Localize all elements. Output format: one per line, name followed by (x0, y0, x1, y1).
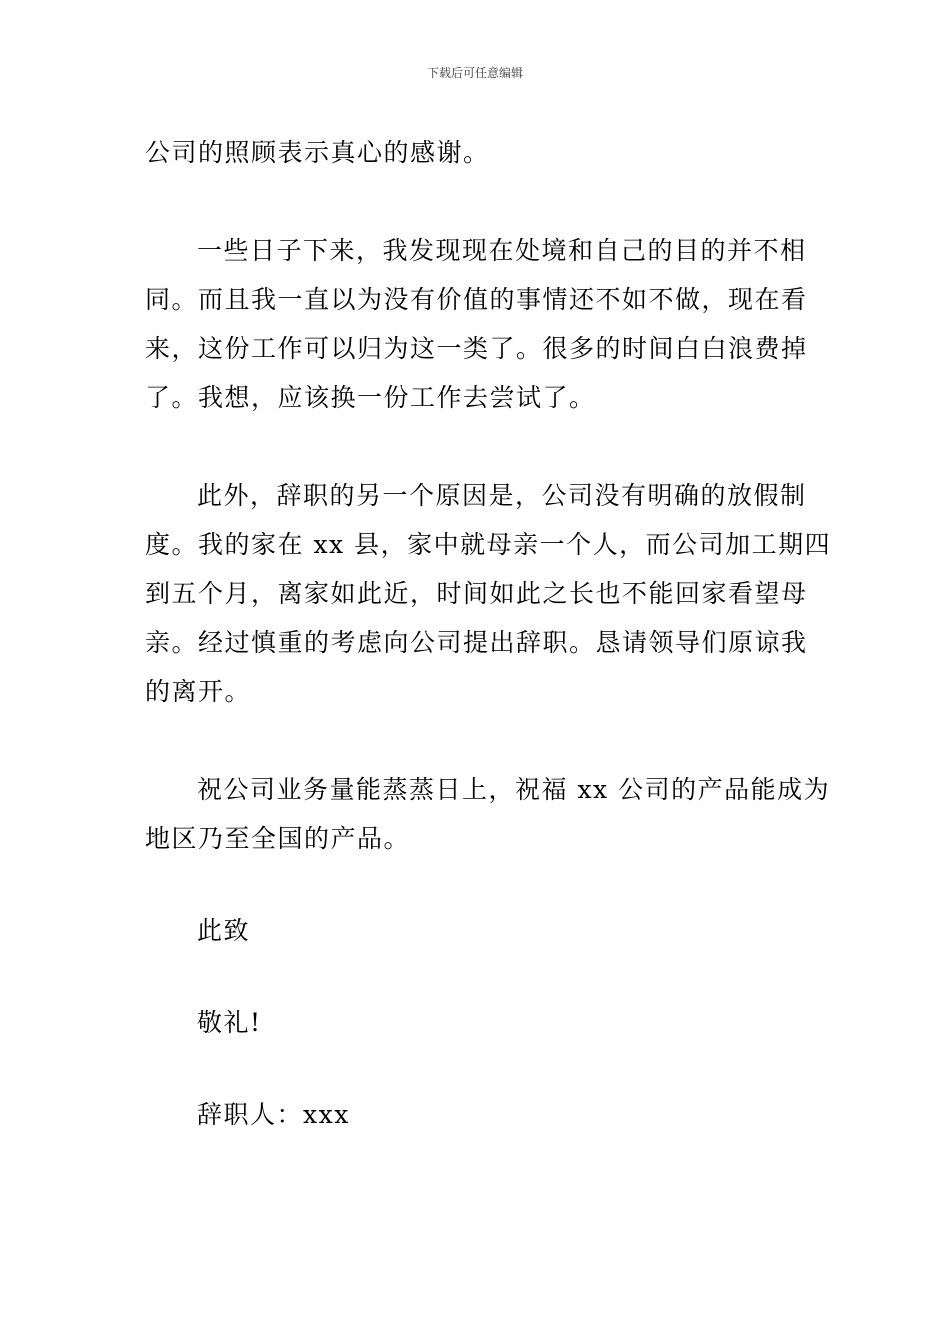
text-line: 亲。经过慎重的考虑向公司提出辞职。恳请领导们原谅我 (145, 628, 808, 657)
text-line: 的离开。 (145, 677, 252, 706)
text-line: 了。我想，应该换一份工作去尝试了。 (145, 383, 596, 412)
text-line: 公司的照顾表示真心的感谢。 (145, 138, 490, 167)
text-line: 敬礼! (197, 1008, 262, 1037)
paragraph-gratitude (145, 128, 810, 177)
text-line: 祝公司业务量能蒸蒸日上，祝福 xx 公司的产品能成为 (197, 775, 831, 804)
letter-body (145, 128, 832, 1139)
text-line: 同。而且我一直以为没有价值的事情还不如不做，现在看 (145, 285, 808, 314)
paragraph-reason-holiday (145, 471, 832, 716)
signature-line (145, 1090, 810, 1139)
paragraph-wishes (145, 765, 831, 863)
text-line: 到五个月，离家如此近，时间如此之长也不能回家看望母 (145, 579, 808, 608)
text-line: 来，这份工作可以归为这一类了。很多的时间白白浪费掉 (145, 334, 808, 363)
page-header: 下载后可任意编辑 (426, 66, 523, 80)
text-line: 度。我的家在 xx 县，家中就母亲一个人，而公司加工期四 (145, 530, 832, 559)
text-line: 辞职人：xxx (197, 1100, 350, 1129)
closing-line (145, 906, 810, 955)
text-line: 此外，辞职的另一个原因是，公司没有明确的放假制 (197, 481, 807, 510)
text-line: 一些日子下来，我发现现在处境和自己的目的并不相 (197, 236, 807, 265)
salute-line (145, 998, 810, 1047)
paragraph-reason-work (145, 226, 810, 422)
text-line: 地区乃至全国的产品。 (145, 824, 411, 853)
text-line: 此致 (197, 916, 251, 945)
